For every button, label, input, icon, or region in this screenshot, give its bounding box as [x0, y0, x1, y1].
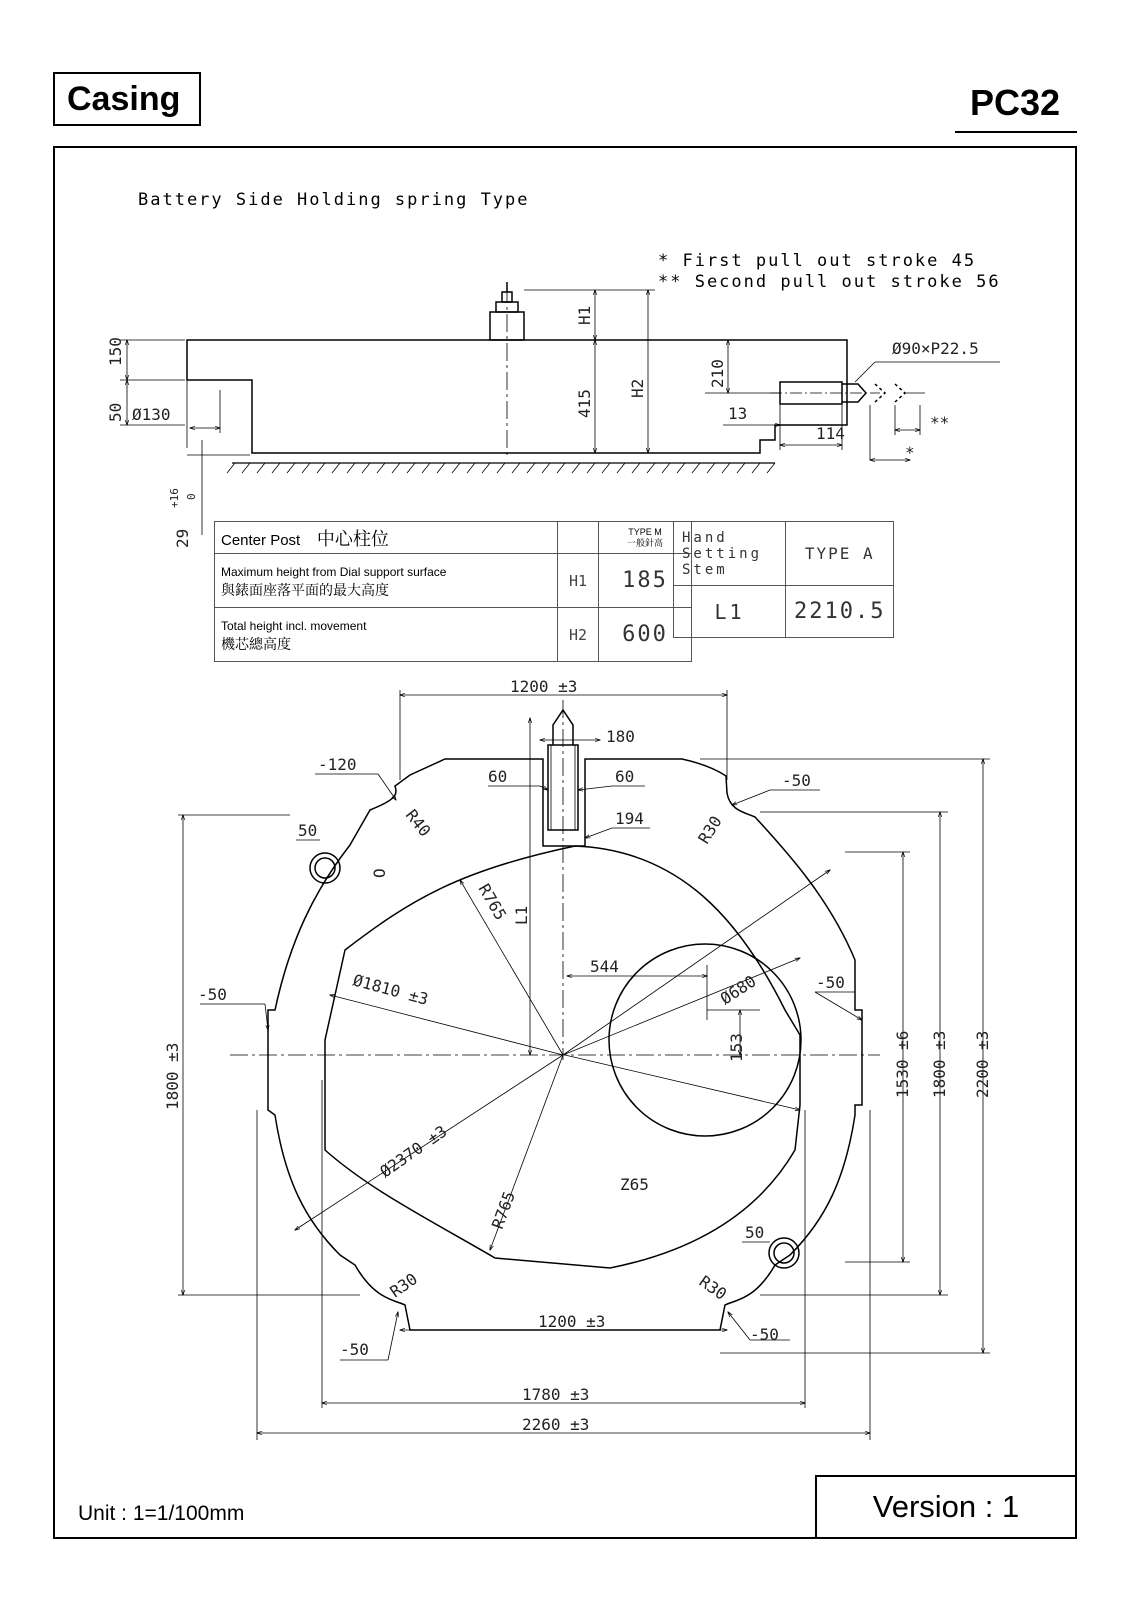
- drawing-caption: Battery Side Holding spring Type: [138, 190, 530, 210]
- svg-text:L1: L1: [512, 905, 531, 925]
- note-first-stroke: * First pull out stroke 45: [658, 251, 977, 271]
- stem-label-line: Hand: [682, 529, 728, 546]
- svg-text:R765: R765: [487, 1188, 519, 1232]
- svg-text:-50: -50: [340, 1340, 369, 1359]
- type-label-cn: 一般針高: [626, 537, 663, 548]
- table-header-cell: [215, 522, 558, 554]
- svg-text:R40: R40: [401, 805, 435, 841]
- note-second-stroke: ** Second pull out stroke 56: [658, 272, 1001, 292]
- row-description-cn: 機芯總高度: [221, 635, 291, 652]
- svg-text:50: 50: [745, 1223, 765, 1242]
- svg-text:50: 50: [298, 821, 318, 840]
- svg-text:544: 544: [590, 957, 619, 976]
- svg-text:0: 0: [185, 493, 198, 500]
- svg-text:R30: R30: [386, 1269, 421, 1302]
- row-description-cn: 與錶面座落平面的最大高度: [221, 581, 389, 598]
- svg-text:1200 ±3: 1200 ±3: [538, 1312, 606, 1331]
- svg-text:1800 ±3: 1800 ±3: [930, 1030, 949, 1098]
- row-description: [215, 608, 558, 662]
- svg-text:-50: -50: [198, 985, 227, 1004]
- stem-type: TYPE A: [786, 522, 894, 586]
- blank-cell: [558, 522, 599, 554]
- svg-text:210: 210: [708, 359, 727, 388]
- svg-text:R30: R30: [694, 812, 726, 848]
- svg-text:1780 ±3: 1780 ±3: [522, 1385, 590, 1404]
- stem-label-line: Stem: [682, 561, 728, 578]
- unit-label: Unit : 1=1/100mm: [78, 1502, 245, 1525]
- svg-text:60: 60: [488, 767, 508, 786]
- svg-text:150: 150: [106, 337, 125, 366]
- svg-text:+16: +16: [168, 488, 181, 508]
- svg-text:O: O: [370, 868, 389, 878]
- svg-text:R765: R765: [474, 880, 511, 924]
- svg-text:Ø2370 ±3: Ø2370 ±3: [376, 1121, 451, 1182]
- svg-text:153: 153: [727, 1033, 746, 1062]
- row-value: 185: [599, 554, 692, 608]
- row-description: [215, 554, 558, 608]
- row-description-en: Total height incl. movement: [221, 618, 367, 633]
- row-code: H2: [558, 608, 599, 662]
- round-cutout-680: [609, 944, 801, 1136]
- row-description-en: Maximum height from Dial support surface: [221, 564, 447, 579]
- stem-code: L1: [674, 586, 786, 638]
- svg-text:H2: H2: [628, 378, 647, 398]
- svg-text:415: 415: [575, 389, 594, 418]
- version-label: Version : 1: [815, 1475, 1077, 1539]
- svg-text:*: *: [905, 443, 915, 462]
- hand-setting-stem-table: [673, 521, 894, 638]
- svg-text:194: 194: [615, 809, 644, 828]
- page-title: Casing: [53, 72, 201, 126]
- svg-text:1200 ±3: 1200 ±3: [510, 677, 578, 696]
- row-code: H1: [558, 554, 599, 608]
- stem-value: 2210.5: [786, 586, 894, 638]
- svg-text:-50: -50: [782, 771, 811, 790]
- stem-label-cell: [674, 522, 786, 586]
- center-post-label: Center Post: [221, 531, 301, 549]
- center-post-label-cn: 中心柱位: [316, 528, 389, 549]
- svg-text:180: 180: [606, 727, 635, 746]
- svg-text:-50: -50: [816, 973, 845, 992]
- table-row: [215, 608, 692, 662]
- svg-text:Ø680: Ø680: [716, 971, 760, 1009]
- svg-text:Ø90×P22.5: Ø90×P22.5: [892, 339, 979, 358]
- svg-text:1800 ±3: 1800 ±3: [163, 1042, 182, 1110]
- svg-text:114: 114: [816, 424, 845, 443]
- svg-text:**: **: [930, 413, 950, 432]
- svg-text:Ø130: Ø130: [132, 405, 171, 424]
- casing-outline: [268, 759, 862, 1330]
- svg-text:H1: H1: [575, 305, 594, 325]
- side-view-labels: [106, 306, 979, 548]
- stem-label-line: Setting: [682, 545, 763, 562]
- svg-text:Ø1810 ±3: Ø1810 ±3: [350, 970, 431, 1009]
- svg-text:2260 ±3: 2260 ±3: [522, 1415, 590, 1434]
- svg-text:29: 29: [173, 528, 192, 548]
- svg-text:13: 13: [728, 404, 748, 423]
- svg-text:60: 60: [615, 767, 635, 786]
- svg-text:-50: -50: [750, 1325, 779, 1344]
- center-post-table: [214, 521, 692, 662]
- svg-text:2200 ±3: 2200 ±3: [973, 1030, 992, 1098]
- side-view: [120, 282, 1000, 535]
- table-row: [215, 554, 692, 608]
- type-label: TYPE M: [628, 526, 662, 537]
- svg-text:1530 ±6: 1530 ±6: [893, 1030, 912, 1098]
- svg-text:Z65: Z65: [620, 1175, 649, 1194]
- svg-text:R30: R30: [695, 1271, 731, 1304]
- svg-text:50: 50: [106, 402, 125, 422]
- svg-text:-120: -120: [318, 755, 357, 774]
- row-value: 600: [599, 608, 692, 662]
- model-code: PC32: [970, 82, 1061, 123]
